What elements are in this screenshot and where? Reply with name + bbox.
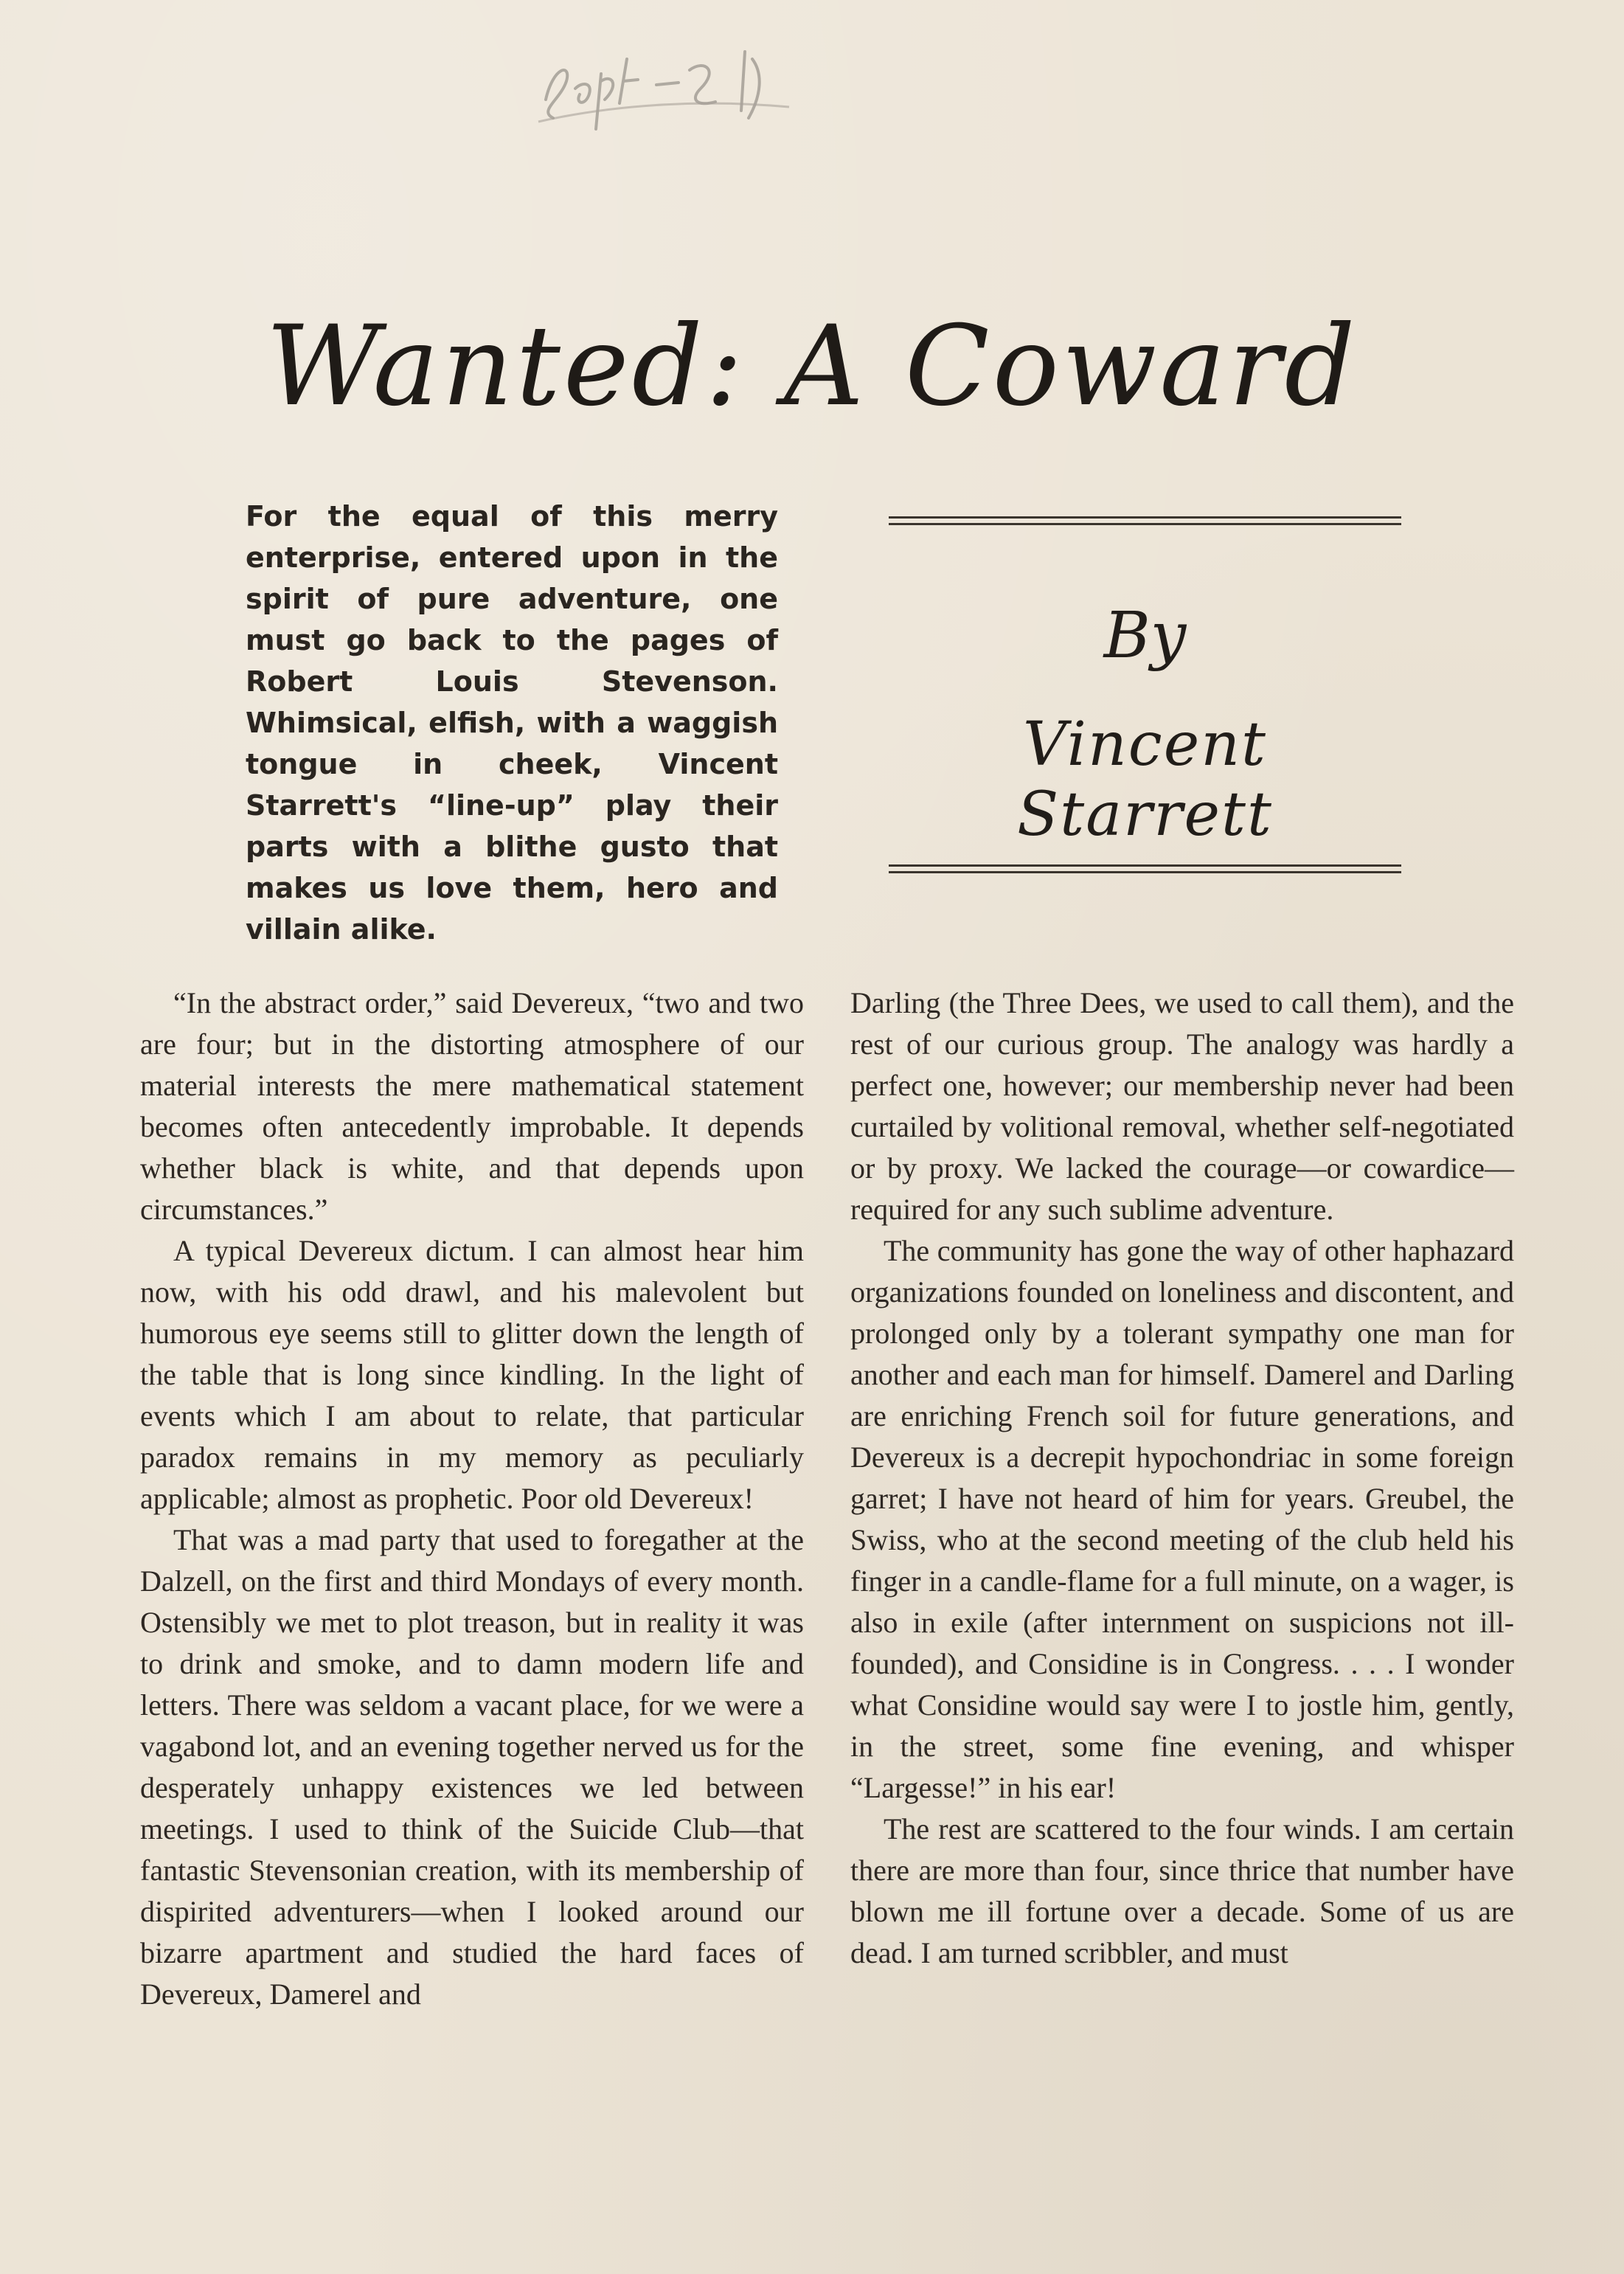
body-paragraph: “In the abstract order,” said Devereux, “two and two are four; but in the distorting atmosphere of our material interests the mere mathematical statement becomes often antecedently improbable. It depends whether black is white, and that depends upon circumstances.” [140,986,804,1226]
body-paragraph: Darling (the Three Dees, we used to call them), and the rest of our curious group. The analogy was hardly a perfect one, however; our membership never had been curtailed by volitional removal, whether self-negotiated or by proxy. We lacked the courage—or cowardice—required for any such sublime adventure. [850,986,1514,1226]
byline-top-rule [889,516,1401,527]
body-paragraph: A typical Devereux dictum. I can almost hear him now, with his odd drawl, and his malevolent but humorous eye seems still to glitter down the length of the table that is long since kindling. In the light of events which I am about to relate, that particular paradox remains in my memory as peculiarly applicable; almost as prophetic. Poor old Devereux! [140,1234,804,1515]
byline-author: Vincent Starrett [1017,710,1273,850]
body-paragraph: That was a mad party that used to foregather at the Dalzell, on the first and third Mondays of every month. Ostensibly we met to plot treason, but in reality it was to drink and smoke, and to damn modern life and letters. There was seldom a vacant place, for we were a vagabond lot, and an evening together nerved us for the desperately unhappy existences we led between meetings. I used to think of the Suicide Club—that fantastic Stevensonian creation, with its membership of dispirited adventurers—when I looked around our bizarre apartment and studied the hard faces of Devereux, Damerel and [140,1523,804,2011]
article-title: Wanted: A Coward [266,302,1358,431]
body-column-right [850,982,1514,1974]
body-paragraph: The rest are scattered to the four winds. I am certain there are more than four, since thrice that number have blown me ill fortune over a decade. Some of us are dead. I am turned scribbler, and must [850,1812,1514,1969]
handwritten-date-annotation [531,30,841,133]
body-column-left [140,982,804,2015]
byline-by: By [1103,599,1187,673]
body-paragraph: The community has gone the way of other haphazard organizations founded on loneliness and discontent, and prolonged only by a tolerant sympathy one man for another and each man for himself. Damerel and Darling are enriching French soil for future generations, and Devereux is a decrepit hypochondriac in some foreign garret; I have not heard of him for years. Greubel, the Swiss, who at the second meeting of the club held his finger in a candle-flame for a full minute, on a wager, is also in exile (after internment on suspicions not ill-founded), and Considine is in Congress. . . . I wonder what Considine would say were I to jostle him, gently, in the street, some fine evening, and whisper “Largesse!” in his ear! [850,1234,1514,1804]
article-teaser: For the equal of this merry enterprise, entered upon in the spirit of pure adventure, one must go back to the pages of Robert Louis Stevenson. Whimsical, elfish, with a waggish tongue in cheek, Vincent Starrett's “line-up” play their parts with a blithe gusto that makes us love them, hero and villain alike. [246,500,778,946]
byline-bottom-rule [889,864,1401,875]
